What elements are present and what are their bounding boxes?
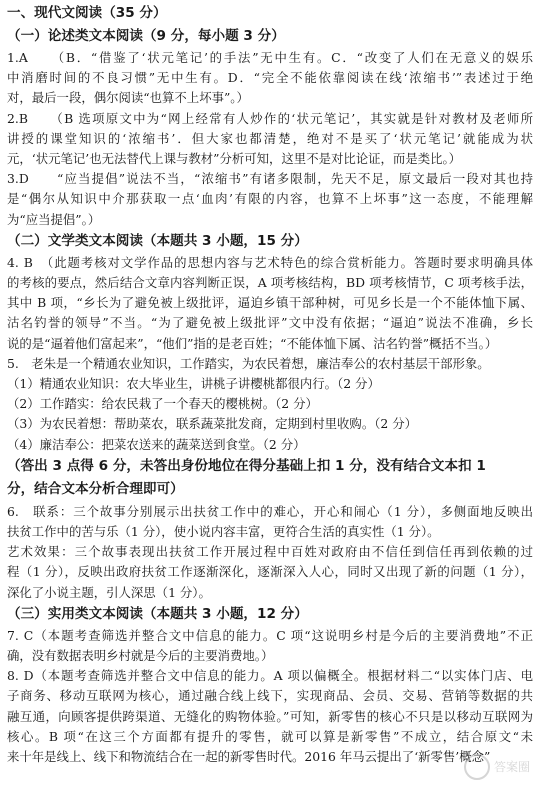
- section-heading: （一）论述类文本阅读（9 分，每小题 3 分）: [7, 28, 285, 44]
- text-line: 3.D “应当提倡”说法不当，“浓缩书”有诸多限制，先天不足，原文最后一段对其也持: [7, 171, 533, 187]
- text-line: 7. C（本题考查筛选并整合文中信息的能力。C 项“这说明乡村是今后的主要消费地”不正: [7, 627, 533, 643]
- text-line: （4）廉洁奉公：把菜农送来的蔬菜送到食堂。（2 分）: [7, 436, 306, 452]
- section-heading: （三）实用类文本阅读（本题共 3 小题，12 分）: [7, 605, 308, 622]
- text-line: 扶贫工作中的苦与乐（1 分），使小说内容丰富，更符合生活的真实性（1 分）。: [7, 524, 440, 540]
- text-line: （3）为农民着想：帮助菜农，联系蔬菜批发商，定期到村里收购。（2 分）: [7, 416, 418, 432]
- text-line: 的考核的要点，然后结合文章内容判断正误，A 项考核结构，BD 项考核情节，C 项考核手法，: [7, 275, 533, 291]
- text-line: 深化了小说主题，引人深思（1 分）。: [7, 584, 211, 600]
- text-line: 2.B （B 选项原文中为“网上经常有人炒作的‘状元笔记’，其实就是针对教材及老师所: [7, 110, 533, 126]
- text-line: 沽名钓誉的领导”不当。“为了避免被上级批评”文中没有依据；“逼迫”说法不准确，乡长: [7, 315, 533, 331]
- text-line: 6. 联系：三个故事分别展示出扶贫工作中的难心，开心和闹心（1 分），多侧面地反映出: [7, 503, 533, 519]
- section-heading: （二）文学类文本阅读（本题共 3 小题，15 分）: [7, 232, 308, 249]
- text-line: 元，‘状元笔记’也无法替代上课与教材”分析可知，这里不是对比论证，而是类比。）: [7, 151, 462, 167]
- text-line: 1.A （B．“借鉴了‘状元笔记’的手法”无中生有。C．“改变了人们在无意义的娱乐: [7, 50, 533, 65]
- text-line: 确，没有数据表明乡村就是今后的主要消费地。）: [7, 648, 274, 664]
- text-line: 艺术效果：三个故事表现出扶贫工作开展过程中百姓对政府由不信任到信任再到依赖的过: [7, 544, 533, 560]
- watermark-logo-icon: [464, 754, 490, 780]
- text-line: 融互通，向顾客提供跨渠道、无缝化的购物体验。”可知，新零售的核心不只是以移动互联网为: [7, 708, 533, 724]
- document-body: [7, 2, 533, 767]
- text-line: 来十年是线上、线下和物流结合在一起的新零售时代。2016 年马云提出了‘新零售’概念”: [7, 749, 491, 765]
- text-line: 程（1 分），反映出政府扶贫工作逐渐深化，逐渐深入人心，同时又出现了新的问题（1 分），: [7, 564, 533, 580]
- section-heading: 一、现代文阅读（35 分）: [7, 5, 167, 21]
- text-line: 子商务、移动互联网为核心，通过融合线上线下，实现商品、会员、交易、营销等数据的共: [7, 688, 533, 704]
- text-line: 核心。B 项“在这三个方面都有提升的零售，就可以算是新零售”不成立，结合原文“未: [7, 728, 533, 744]
- text-line: （1）精通农业知识：农大毕业生，讲桃子讲樱桃都很内行。（2 分）: [7, 376, 380, 392]
- text-line: 分，结合文本分析合理即可）: [7, 481, 184, 498]
- text-line: （答出 3 点得 6 分，未答出身份地位在得分基础上扣 1 分，没有结合文本扣 1: [7, 457, 486, 474]
- text-line: （2）工作踏实：给农民栽了一个春天的樱桃树。（2 分）: [7, 396, 318, 412]
- watermark: [410, 752, 530, 782]
- text-line: 对，最后一段，偶尔阅读“也算不上坏事”。）: [7, 90, 249, 106]
- text-line: 是“偶尔从知识中介那获取一点‘血肉’有限的内容，也算不上坏事”这一态度，不能理解: [7, 191, 533, 207]
- text-line: 中消磨时间的不良习惯”无中生有。D．“完全不能依靠阅读在线‘浓缩书’”表述过于绝: [7, 70, 533, 86]
- text-line: 其中 B 项，“乡长为了避免被上级批评，逼迫乡镇干部种树，可见乡长是一个不能体恤下属、: [7, 295, 533, 311]
- watermark-text: 答案圈: [493, 759, 530, 774]
- text-line: 8. D（本题考查筛选并整合文中信息的能力。A 项以偏概全。根据材料二“以实体门店、电: [7, 668, 533, 684]
- text-line: 5. 老朱是一个精通农业知识，工作踏实，为农民着想，廉洁奉公的农村基层干部形象。: [7, 355, 490, 371]
- text-line: 为“应当提倡”。）: [7, 211, 101, 227]
- text-line: 讲授的课堂知识的‘浓缩书’．但大家也都清楚，绝对不是买了‘状元笔记’就能成为状: [7, 130, 533, 146]
- text-line: 4. B （此题考核对文学作品的思想内容与艺术特色的综合赏析能力。答题时要求明确具体: [7, 254, 533, 270]
- text-line: 说的是“逼着他们富起来”，“他们”指的是老百姓；“不能体恤下属、沽名钓誉”概括不当。）: [7, 335, 498, 351]
